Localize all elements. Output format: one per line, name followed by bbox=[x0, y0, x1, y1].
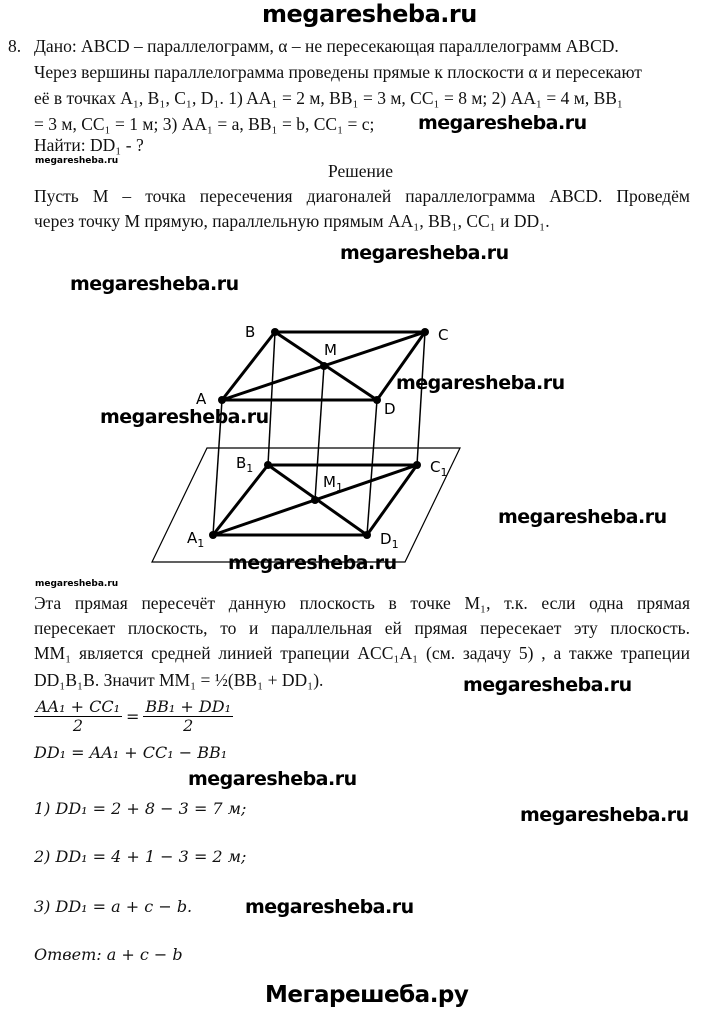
label-d1: $D_1$ bbox=[380, 530, 399, 551]
watermark: megaresheba.ru bbox=[245, 896, 414, 918]
watermark: megaresheba.ru bbox=[396, 372, 565, 394]
watermark: megaresheba.ru bbox=[340, 242, 509, 264]
fraction-den: 2 bbox=[72, 716, 84, 736]
watermark: megaresheba.ru bbox=[463, 674, 632, 696]
watermark: megaresheba.ru bbox=[498, 506, 667, 528]
watermark: megaresheba.ru bbox=[35, 156, 119, 166]
label-b1: $B_1$ bbox=[236, 454, 254, 475]
answer: Ответ: a + c − b bbox=[34, 945, 183, 964]
problem-number: 8. bbox=[8, 36, 22, 56]
watermark: megaresheba.ru bbox=[100, 406, 269, 428]
watermark: megaresheba.ru bbox=[418, 112, 587, 134]
watermark: megaresheba.ru bbox=[188, 768, 357, 790]
watermark: megaresheba.ru bbox=[520, 804, 689, 826]
solution-text: пересекает плоскость, то и параллельная ей прямая пересекает эту плоскость. bbox=[34, 618, 690, 638]
label-c: C bbox=[438, 326, 449, 344]
problem-line: её в точках A₁, B₁, C₁, D₁. 1) AA₁ = 2 м, BB₁ = 3 м, CC₁ = 8 м; 2) AA₁ = 4 м, BB₁ bbox=[34, 88, 624, 108]
solution-heading: Решение bbox=[328, 161, 394, 181]
fraction-den: 2 bbox=[183, 716, 194, 736]
solution-text: Пусть M – точка пересечения диагоналей параллелограмма ABCD. Проведём bbox=[34, 186, 690, 206]
watermark: megaresheba.ru bbox=[35, 579, 119, 589]
footer-watermark: Мегарешеба.ру bbox=[265, 982, 469, 1008]
case-1: 1) DD₁ = 2 + 8 − 3 = 7 м; bbox=[34, 799, 247, 818]
equals: = bbox=[126, 706, 140, 726]
watermark: megaresheba.ru bbox=[70, 273, 239, 295]
label-d: D bbox=[384, 400, 396, 418]
label-m1: $M_1$ bbox=[323, 473, 343, 494]
solution-text: Эта прямая пересечёт данную плоскость в точке M₁, т.к. если одна прямая bbox=[34, 593, 690, 613]
watermark: megaresheba.ru bbox=[228, 552, 397, 574]
case-3: 3) DD₁ = a + c − b. bbox=[34, 897, 193, 916]
problem-line: Через вершины параллелограмма проведены прямые к плоскости α и пересекают bbox=[34, 62, 642, 82]
label-m: M bbox=[324, 341, 337, 359]
label-a: A bbox=[196, 390, 207, 408]
case-2: 2) DD₁ = 4 + 1 − 3 = 2 м; bbox=[34, 847, 247, 866]
solution-text: MM₁ является средней линией трапеции ACC₁A₁ (см. задачу 5) , а также трапеции bbox=[34, 643, 690, 663]
solution-text: DD₁B₁B. Значит MM₁ = ½(BB₁ + DD₁). bbox=[34, 670, 324, 690]
problem-line: Дано: ABCD – параллелограмм, α – не пересекающая параллелограмм ABCD. bbox=[34, 36, 619, 56]
problem-line: = 3 м, CC₁ = 1 м; 3) AA₁ = a, BB₁ = b, CC₁ = c; bbox=[34, 114, 375, 134]
equation-fraction bbox=[34, 698, 233, 736]
solution-text: через точку M прямую, параллельную прямым AA₁, BB₁, CC₁ и DD₁. bbox=[34, 211, 550, 231]
fraction-num: BB₁ + DD₁ bbox=[145, 697, 231, 716]
equation-dd1: DD₁ = AA₁ + CC₁ − BB₁ bbox=[34, 743, 228, 762]
find-line: Найти: DD₁ - ? bbox=[34, 135, 144, 155]
fraction-num: AA₁ + CC₁ bbox=[36, 697, 120, 716]
label-b: B bbox=[245, 323, 256, 341]
label-c1: $C_1$ bbox=[430, 458, 448, 479]
label-a1: $A_1$ bbox=[187, 529, 205, 550]
header-watermark: megaresheba.ru bbox=[262, 0, 477, 28]
geometry-diagram bbox=[0, 300, 720, 580]
